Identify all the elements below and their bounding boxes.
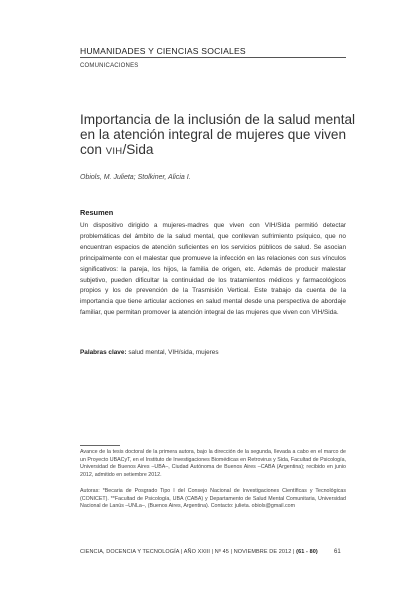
keywords-text: salud mental, VIH/sida, mujeres <box>128 349 219 356</box>
section-header: HUMANIDADES Y CIENCIAS SOCIALES <box>80 46 246 56</box>
article-authors: Obiols, M. Julieta; Stolkiner, Alicia I. <box>80 174 191 181</box>
journal-footer <box>80 549 318 555</box>
title-line-1: Importancia de la inclusión de la salud mental <box>80 112 356 127</box>
subsection-label: COMUNICACIONES <box>80 63 139 69</box>
title-line-2: en la atención integral de mujeres que viven <box>80 127 347 143</box>
page-number: 61 <box>334 549 341 555</box>
page-range: (61 - 80) <box>296 549 318 555</box>
footnote-authors: Autoras: *Becaria de Posgrado Tipo I del Consejo Nacional de Investigaciones Científicas y Tecnológicas (CONICET). **Facultad de Psicología, UBA (CABA) y Departamento de Salud Mental Comunitaria, Universidad Nacional de Lanús –UNLa–, (Buenos Aires, Argentina). Contacto: julieta. obiols@gmail.com <box>80 488 346 510</box>
keywords-label: Palabras clave: <box>80 349 127 356</box>
footnote-thesis: Avance de la tesis doctoral de la primera autora, bajo la dirección de la segunda, llevada a cabo en el marco de un Proyecto UBACyT, en el Instituto de Investigaciones Biomédicas en Retrovirus y Sida, Facultad de Psicología, Universidad de Buenos Aires –UBA–, Ciudad Autónoma de Buenos Aires –CABA (Argentina); recibido en junio 2012, admitido en setiembre 2012. <box>80 449 346 479</box>
title-line-3-pre: con <box>80 142 106 158</box>
title-line-3-smallcaps: VIH <box>105 146 123 158</box>
header-divider <box>80 57 346 58</box>
abstract-text: Un dispositivo dirigido a mujeres-madres que viven con VIH/Sida permitió detectar problemáticas del ámbito de la salud mental, que conllevan sufrimiento psíquico, que no encuentran espacios de atención suficientes en los servicios públicos de salud. Se asocian principalmente con el malestar que promueve la infección en las relaciones con sus vínculos significativos: la pareja, los hijos, la familia de origen, etc. Además de producir malestar subjetivo, pueden dificultar la continuidad de los tratamientos médicos y farmacológicos propios y los de prevención de la Trasmisión Vertical. Este trabajo da cuenta de la importancia que tiene articular acciones en salud mental desde una perspectiva de abordaje familiar, que permitan promover la atención integral de las mujeres que viven con VIH/Sida. <box>80 222 346 317</box>
title-line-3-post: /Sida <box>122 142 154 158</box>
article-title <box>80 112 360 160</box>
keywords <box>80 349 219 356</box>
footnote-divider <box>80 445 120 446</box>
journal-info: CIENCIA, DOCENCIA Y TECNOLOGÍA | AÑO XXIII | Nº 45 | NOVIEMBRE DE 2012 | <box>80 549 295 555</box>
abstract-heading: Resumen <box>80 208 114 217</box>
